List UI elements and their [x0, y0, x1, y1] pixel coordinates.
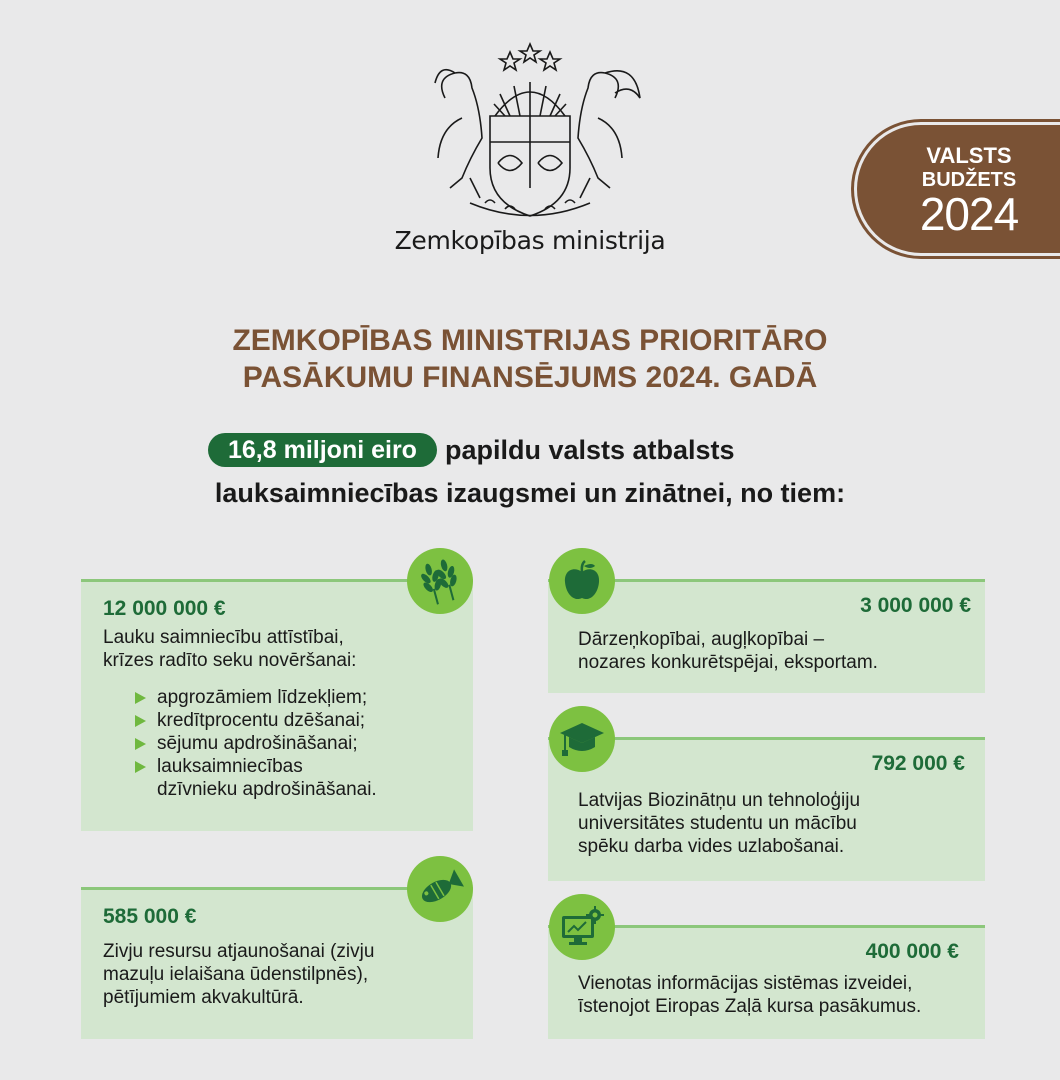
card-information-system [548, 925, 985, 1039]
list-item: kredītprocentu dzēšanai; [133, 709, 377, 732]
desc-line: Zivju resursu atjaunošanai (zivju [103, 941, 375, 962]
card-horticulture [548, 579, 985, 693]
title-line2: PASĀKUMU FINANSĒJUMS 2024. GADĀ [242, 361, 818, 394]
card-description [578, 628, 878, 674]
card-university [548, 737, 985, 881]
fish-icon [407, 856, 473, 922]
badge-year: 2024 [919, 188, 1019, 240]
desc-line: spēku darba vides uzlabošanai. [578, 836, 845, 857]
card-farm-development [81, 579, 473, 831]
desc-line: īstenojot Eiropas Zaļā kursa pasākumus. [578, 996, 922, 1017]
page-title [100, 322, 960, 396]
list-item: dzīvnieku apdrošināšanai. [157, 779, 377, 800]
card-amount: 792 000 € [871, 752, 965, 775]
desc-line: Dārzeņkopībai, augļkopībai – [578, 629, 825, 650]
summary-line1 [208, 433, 735, 467]
card-description [103, 626, 356, 672]
budget-badge [857, 125, 1060, 253]
card-description [578, 789, 860, 858]
list-item: sējumu apdrošināšanai; [133, 732, 377, 755]
desc-line: universitātes studentu un mācību [578, 813, 857, 834]
card-amount: 3 000 000 € [860, 594, 971, 617]
ministry-name: Zemkopības ministrija [394, 226, 666, 255]
badge-line2: BUDŽETS [921, 169, 1017, 191]
desc-line: mazuļu ielaišana ūdenstilpnēs), [103, 964, 369, 985]
desc-line: Latvijas Biozinātņu un tehnoloģiju [578, 790, 861, 811]
list-item: apgrozāmiem līdzekļiem; [133, 686, 377, 709]
desc-line: krīzes radīto seku novēršanai: [103, 650, 357, 671]
highlight-pill: 16,8 miljoni eiro [208, 433, 437, 467]
card-amount: 400 000 € [865, 940, 959, 963]
badge-line1: VALSTS [926, 143, 1012, 168]
bullet-list [133, 686, 377, 801]
wheat-icon [407, 548, 473, 614]
coat-of-arms-icon [410, 38, 650, 228]
summary-text1: papildu valsts atbalsts [444, 434, 735, 465]
card-description [578, 972, 921, 1018]
card-description [103, 940, 374, 1009]
desc-line: Lauku saimniecību attīstībai, [103, 627, 344, 648]
graduation-cap-icon [549, 706, 615, 772]
apple-icon [549, 548, 615, 614]
desc-line: pētījumiem akvakultūrā. [103, 987, 304, 1008]
card-amount: 12 000 000 € [103, 597, 226, 620]
computer-gear-icon [549, 894, 615, 960]
card-amount: 585 000 € [103, 905, 197, 928]
summary-line2: lauksaimniecības izaugsmei un zinātnei, no tiem: [214, 478, 846, 508]
list-item: lauksaimniecības [133, 755, 377, 778]
desc-line: Vienotas informācijas sistēmas izveidei, [578, 973, 913, 994]
title-line1: ZEMKOPĪBAS MINISTRIJAS PRIORITĀRO [232, 324, 828, 357]
desc-line: nozares konkurētspējai, eksportam. [578, 652, 878, 673]
